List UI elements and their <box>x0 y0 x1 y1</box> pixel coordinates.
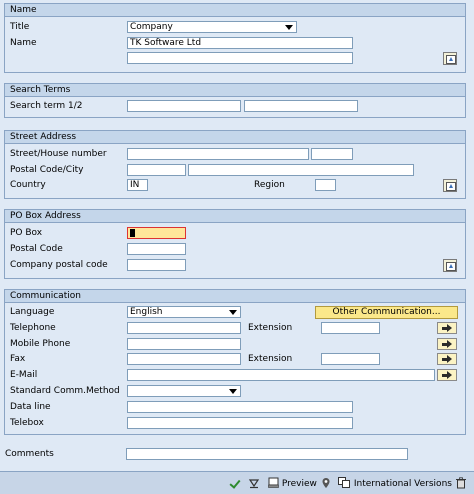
name-input[interactable]: TK Software Ltd <box>127 37 353 49</box>
international-versions-label: International Versions <box>353 479 452 489</box>
mobile-input[interactable] <box>127 338 241 350</box>
more-pobox-fields-button[interactable] <box>443 259 457 272</box>
more-address-fields-button[interactable] <box>443 179 457 192</box>
house-number-input[interactable] <box>311 148 353 160</box>
right-edge <box>466 0 474 471</box>
street-address-group <box>4 130 466 199</box>
street-group-title: Street Address <box>5 131 465 144</box>
search-term-label: Search term 1/2 <box>10 101 83 111</box>
postal-city-label: Postal Code/City <box>10 165 84 175</box>
pobox-group-title: PO Box Address <box>5 210 465 223</box>
title-label: Title <box>10 22 30 32</box>
telephone-input[interactable] <box>127 322 241 334</box>
footer-toolbar <box>0 471 474 494</box>
region-input[interactable] <box>315 179 336 191</box>
mobile-label: Mobile Phone <box>10 339 71 349</box>
fax-input[interactable] <box>127 353 241 365</box>
name2-input[interactable] <box>127 52 353 64</box>
postal-code-input[interactable] <box>127 164 186 176</box>
street-label: Street/House number <box>10 149 107 159</box>
preview-icon <box>268 477 279 488</box>
street-input[interactable] <box>127 148 309 160</box>
pobox-input[interactable] <box>127 227 186 239</box>
country-input[interactable]: IN <box>127 179 148 191</box>
country-label: Country <box>10 180 46 190</box>
comments-input[interactable] <box>126 448 408 460</box>
comments-row <box>0 448 474 462</box>
trash-icon <box>455 477 467 489</box>
search-group-title: Search Terms <box>5 84 465 97</box>
more-name-fields-button[interactable] <box>443 52 457 65</box>
text-cursor <box>130 229 135 237</box>
fax-extension-input[interactable] <box>321 353 380 365</box>
telephone-more-button[interactable] <box>437 322 457 334</box>
comm-group-title: Communication <box>5 290 465 303</box>
search-term2-input[interactable] <box>244 100 358 112</box>
fax-extension-label: Extension <box>248 354 293 364</box>
company-postal-label: Company postal code <box>10 260 108 270</box>
name-group <box>4 3 466 73</box>
city-input[interactable] <box>188 164 414 176</box>
name-group-title: Name <box>5 4 465 17</box>
search-term1-input[interactable] <box>127 100 241 112</box>
expand-icon <box>446 262 456 271</box>
language-dropdown[interactable]: English <box>127 306 241 318</box>
po-box-group <box>4 209 466 279</box>
tel-extension-label: Extension <box>248 323 293 333</box>
expand-icon <box>446 182 456 191</box>
reject-button[interactable] <box>248 477 260 489</box>
pobox-label: PO Box <box>10 228 43 238</box>
telephone-label: Telephone <box>10 323 56 333</box>
reject-icon <box>248 477 260 489</box>
international-versions-button[interactable] <box>338 477 452 489</box>
title-dropdown[interactable]: Company <box>127 21 297 33</box>
email-label: E-Mail <box>10 370 38 380</box>
pobox-postal-label: Postal Code <box>10 244 63 254</box>
tel-extension-input[interactable] <box>321 322 380 334</box>
fax-more-button[interactable] <box>437 353 457 365</box>
region-label: Region <box>254 180 285 190</box>
dataline-label: Data line <box>10 402 51 412</box>
communication-group <box>4 289 466 435</box>
mobile-more-button[interactable] <box>437 338 457 350</box>
telebox-input[interactable] <box>127 417 353 429</box>
email-input[interactable] <box>127 369 435 381</box>
email-more-button[interactable] <box>437 369 457 381</box>
std-comm-label: Standard Comm.Method <box>10 386 120 396</box>
std-comm-dropdown[interactable] <box>127 385 241 397</box>
map-pin-icon <box>320 477 332 489</box>
fax-label: Fax <box>10 354 26 364</box>
confirm-button[interactable] <box>230 477 242 489</box>
name-label: Name <box>10 38 37 48</box>
other-communication-button[interactable]: Other Communication... <box>315 306 458 319</box>
preview-button[interactable] <box>268 477 317 489</box>
pobox-postal-input[interactable] <box>127 243 186 255</box>
preview-label: Preview <box>281 479 317 489</box>
comments-label: Comments <box>5 449 54 459</box>
company-postal-input[interactable] <box>127 259 186 271</box>
language-label: Language <box>10 307 55 317</box>
telebox-label: Telebox <box>10 418 44 428</box>
dataline-input[interactable] <box>127 401 353 413</box>
delete-button[interactable] <box>455 477 467 489</box>
copy-versions-icon <box>338 477 351 488</box>
map-button[interactable] <box>320 477 332 489</box>
search-terms-group <box>4 83 466 118</box>
expand-icon <box>446 55 456 64</box>
